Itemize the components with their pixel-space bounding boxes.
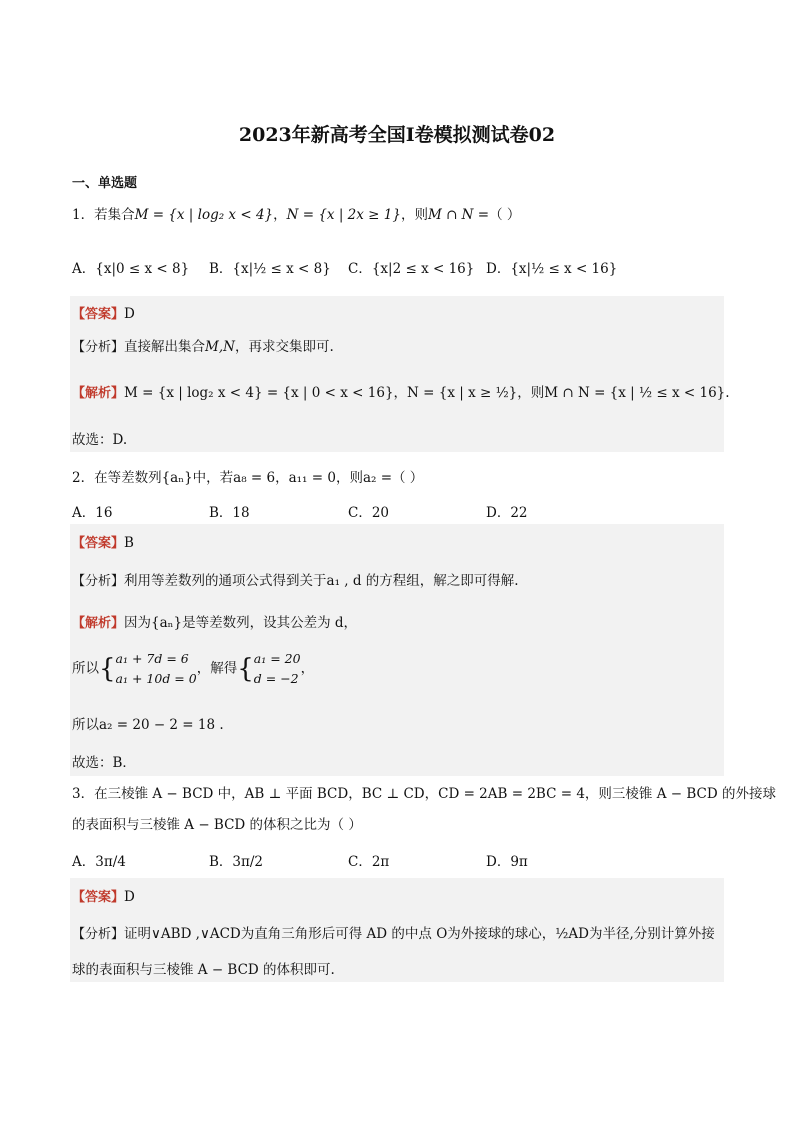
q1-analysis-a: 直接解出集合 (124, 339, 206, 355)
q3-answer: D (124, 889, 135, 905)
question-3-stem-2: 的表面积与三棱锥 A − BCD 的体积之比为（ ） (72, 817, 362, 833)
q1-answer: D (124, 306, 135, 322)
analysis-label: 【分析】 (72, 340, 125, 355)
q2-solution-line (72, 611, 357, 631)
q2-result-system (254, 649, 301, 689)
q1-analysis-b: ，再求交集即可. (234, 339, 334, 355)
q3-analysis-line (72, 922, 715, 942)
q2-solution-1: 因为{aₙ}是等差数列，设其公差为 d， (124, 615, 358, 631)
q3-answer-line (72, 886, 135, 905)
q1-answer-box (70, 296, 724, 452)
q3-analysis-2: 球的表面积与三棱锥 A − BCD 的体积即可. (72, 962, 335, 978)
q1-conclusion: 故选：D. (72, 432, 128, 448)
q2-conclusion: 故选：B． (72, 755, 136, 771)
question-2-stem: 2．在等差数列{aₙ}中，若a₈ = 6，a₁₁ = 0，则a₂ =（ ） (72, 470, 424, 486)
answer-label: 【答案】 (72, 307, 125, 322)
answer-label: 【答案】 (72, 890, 125, 905)
question-3-stem-1: 3．在三棱锥 A − BCD 中，AB ⊥ 平面 BCD，BC ⊥ CD，CD = 2AB = 2BC = 4，则三棱锥 A − BCD 的外接球 (72, 786, 776, 802)
q3-option-c: C．2π (348, 854, 390, 870)
q2-option-d: D．22 (486, 505, 528, 521)
analysis-label: 【分析】 (72, 927, 125, 942)
left-brace-icon: { (237, 654, 254, 684)
q2-answer: B (124, 535, 134, 551)
q1-answer-line (72, 303, 135, 322)
q1-option-c: C．{x|2 ≤ x < 16} (348, 261, 475, 277)
q2-eq2: a₁ + 10d = 0 (115, 671, 197, 686)
q1-option-a: A．{x|0 ≤ x < 8} (72, 261, 190, 277)
q3-option-d: D．9π (486, 854, 528, 870)
q2-tail: ， (300, 660, 315, 677)
question-1-stem (72, 203, 520, 223)
q2-solution-3: 所以a₂ = 20 − 2 = 18 . (72, 717, 224, 733)
section-heading: 一、单选题 (72, 176, 138, 191)
q1-stem-b: ， (273, 207, 287, 223)
q2-option-c: C．20 (348, 505, 390, 521)
q1-option-b: B．{x|½ ≤ x < 8} (209, 261, 331, 277)
answer-label: 【答案】 (72, 536, 125, 551)
q2-answer-line (72, 532, 134, 551)
q1-set-m: M = {x | log₂ x < 4} (134, 207, 274, 223)
q1-set-n: N = {x | 2x ≥ 1} (286, 207, 401, 223)
q1-intersection: M ∩ N = (427, 207, 490, 223)
q2-analysis-line (72, 569, 519, 589)
left-brace-icon: { (99, 654, 116, 684)
q2-equation-system (116, 649, 197, 689)
q1-analysis-m: M,N (205, 339, 235, 355)
q1-option-d: D．{x|½ ≤ x < 16} (486, 261, 618, 277)
q1-stem-c: ，则 (400, 207, 428, 223)
q2-res1: a₁ = 20 (253, 651, 301, 666)
solution-label: 【解析】 (72, 616, 125, 631)
page-title: 2023年新高考全国Ⅰ卷模拟测试卷02 (238, 124, 556, 146)
q2-option-b: B．18 (209, 505, 250, 521)
analysis-label: 【分析】 (72, 574, 125, 589)
q1-solution-line (72, 381, 730, 401)
q1-analysis-line (72, 335, 334, 355)
q3-option-b: B．3π/2 (209, 854, 264, 870)
q2-res2: d = −2 (253, 671, 299, 686)
q2-analysis: 利用等差数列的通项公式得到关于a₁ , d 的方程组，解之即可得解. (124, 573, 519, 589)
q2-option-a: A．16 (72, 505, 113, 521)
solution-label: 【解析】 (72, 386, 125, 401)
q2-system-line (72, 649, 314, 689)
q1-stem-a: 1．若集合 (72, 207, 135, 223)
q2-eq1: a₁ + 7d = 6 (115, 651, 189, 666)
q3-analysis-1b: ½AD为半径,分别计算外接 (555, 926, 715, 942)
q1-stem-d: （ ） (489, 207, 521, 223)
q3-option-a: A．3π/4 (72, 854, 126, 870)
q1-solution: M = {x | log₂ x < 4} = {x | 0 < x < 16}，N = {x | x ≥ ½}，则M ∩ N = {x | ½ ≤ x < 16}. (124, 385, 730, 401)
q3-analysis-1a: 证明∨ABD ,∨ACD为直角三角形后可得 AD 的中点 O为外接球的球心， (124, 926, 556, 942)
q2-suoyi: 所以 (72, 660, 99, 677)
q2-jiede: ，解得 (196, 660, 238, 677)
